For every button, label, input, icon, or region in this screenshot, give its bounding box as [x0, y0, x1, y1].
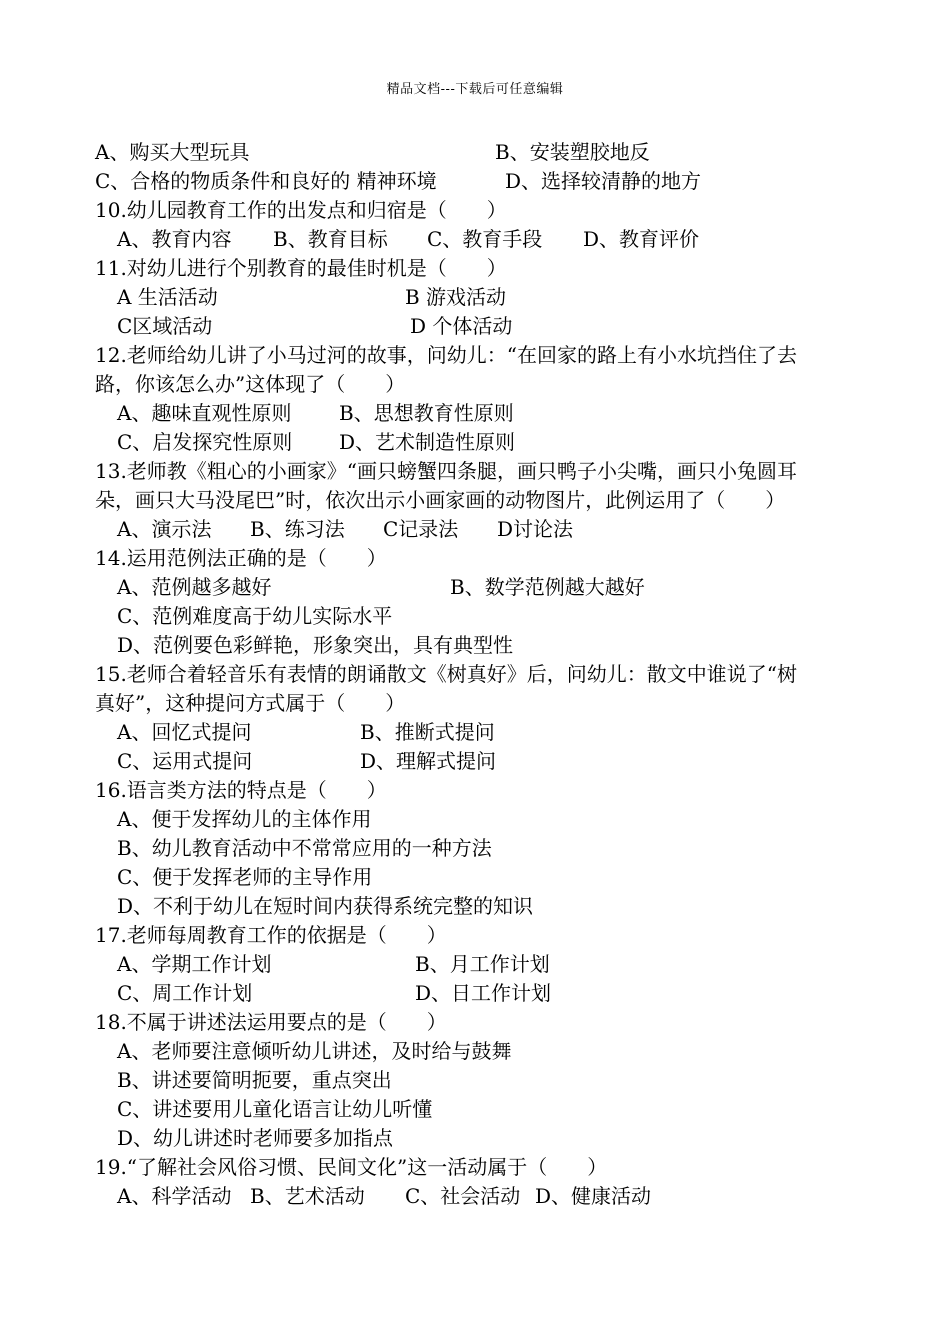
option-text: B 游戏活动 [405, 285, 507, 309]
option-line [95, 515, 895, 544]
question-text: 19.“了解社会风俗习惯、民间文化”这一活动属于（ ） [95, 1155, 608, 1179]
option-text: B、推断式提问 [360, 720, 495, 744]
option-text: D、理解式提问 [360, 749, 497, 773]
option-line [95, 399, 895, 428]
option-text: B、安装塑胶地反 [495, 140, 650, 164]
option-text: C、教育手段 [427, 227, 543, 251]
option-text: C记录法 [383, 517, 459, 541]
option-text: A、演示法 [117, 517, 212, 541]
question-text: 14.运用范例法正确的是（ ） [95, 546, 387, 570]
document-body [95, 138, 895, 1211]
question-text: 16.语言类方法的特点是（ ） [95, 778, 387, 802]
option-line [95, 283, 895, 312]
question-line [95, 457, 895, 486]
option-text: D、选择较清静的地方 [505, 169, 702, 193]
option-text: C、社会活动 [405, 1184, 521, 1208]
option-text: B、艺术活动 [250, 1184, 365, 1208]
option-text: B、练习法 [250, 517, 345, 541]
option-line [95, 138, 895, 167]
question-line [95, 196, 895, 225]
question-text: 朵，画只大马没尾巴”时，依次出示小画家画的动物图片，此例运用了（ ） [95, 488, 786, 512]
option-line [95, 1182, 895, 1211]
option-text: C、讲述要用儿童化语言让幼儿听懂 [117, 1097, 433, 1121]
option-text: D、范例要色彩鲜艳，形象突出，具有典型性 [117, 633, 514, 657]
option-line [95, 979, 895, 1008]
option-text: A、科学活动 [117, 1184, 232, 1208]
question-line [95, 341, 895, 370]
question-text: 真好”，这种提问方式属于（ ） [95, 691, 406, 715]
question-text: 17.老师每周教育工作的依据是（ ） [95, 923, 447, 947]
question-line [95, 921, 895, 950]
option-text: B、月工作计划 [415, 952, 550, 976]
option-line [95, 834, 895, 863]
question-text: 11.对幼儿进行个别教育的最佳时机是（ ） [95, 256, 507, 280]
question-line [95, 486, 895, 515]
option-line [95, 602, 895, 631]
question-line [95, 544, 895, 573]
option-line [95, 167, 895, 196]
option-line [95, 1066, 895, 1095]
option-text: D、不利于幼儿在短时间内获得系统完整的知识 [117, 894, 534, 918]
option-line [95, 631, 895, 660]
option-line [95, 573, 895, 602]
question-line [95, 776, 895, 805]
option-text: D、健康活动 [535, 1184, 652, 1208]
question-text: 12.老师给幼儿讲了小马过河的故事，问幼儿：“在回家的路上有小水坑挡住了去 [95, 343, 798, 367]
option-text: C、范例难度高于幼儿实际水平 [117, 604, 393, 628]
option-line [95, 225, 895, 254]
option-text: A、购买大型玩具 [95, 140, 250, 164]
option-text: C、启发探究性原则 [117, 430, 293, 454]
question-text: 18.不属于讲述法运用要点的是（ ） [95, 1010, 447, 1034]
option-text: D、艺术制造性原则 [339, 430, 516, 454]
option-line [95, 805, 895, 834]
option-line [95, 1095, 895, 1124]
option-line [95, 1124, 895, 1153]
option-text: D、教育评价 [583, 227, 700, 251]
option-line [95, 312, 895, 341]
option-text: B、思想教育性原则 [339, 401, 514, 425]
option-text: D 个体活动 [410, 314, 513, 338]
option-line [95, 747, 895, 776]
option-line [95, 892, 895, 921]
option-text: C区域活动 [117, 314, 213, 338]
option-text: A、教育内容 [117, 227, 232, 251]
option-text: A、范例越多越好 [117, 575, 272, 599]
option-text: C、合格的物质条件和良好的 精神环境 [95, 169, 437, 193]
page-header: 精品文档---下载后可任意编辑 [386, 82, 564, 97]
question-line [95, 660, 895, 689]
option-text: B、教育目标 [273, 227, 388, 251]
option-text: C、便于发挥老师的主导作用 [117, 865, 373, 889]
option-text: A、回忆式提问 [117, 720, 252, 744]
option-line [95, 1037, 895, 1066]
option-text: A、学期工作计划 [117, 952, 272, 976]
question-text: 路，你该怎么办”这体现了（ ） [95, 372, 406, 396]
option-text: A、便于发挥幼儿的主体作用 [117, 807, 372, 831]
question-line [95, 689, 895, 718]
question-line [95, 254, 895, 283]
option-text: D、幼儿讲述时老师要多加指点 [117, 1126, 394, 1150]
option-text: A 生活活动 [117, 285, 218, 309]
option-text: B、讲述要简明扼要，重点突出 [117, 1068, 392, 1092]
option-text: A、趣味直观性原则 [117, 401, 292, 425]
option-text: A、老师要注意倾听幼儿讲述，及时给与鼓舞 [117, 1039, 512, 1063]
question-text: 13.老师教《粗心的小画家》“画只螃蟹四条腿，画只鸭子小尖嘴，画只小兔圆耳 [95, 459, 798, 483]
option-text: D讨论法 [497, 517, 574, 541]
option-text: B、数学范例越大越好 [450, 575, 645, 599]
option-text: D、日工作计划 [415, 981, 552, 1005]
option-line [95, 950, 895, 979]
option-line [95, 863, 895, 892]
question-text: 15.老师合着轻音乐有表情的朗诵散文《树真好》后，问幼儿：散文中谁说了“树 [95, 662, 798, 686]
option-line [95, 718, 895, 747]
option-text: C、运用式提问 [117, 749, 253, 773]
option-line [95, 428, 895, 457]
question-text: 10.幼儿园教育工作的出发点和归宿是（ ） [95, 198, 507, 222]
question-line [95, 1008, 895, 1037]
question-line [95, 1153, 895, 1182]
option-text: C、周工作计划 [117, 981, 253, 1005]
question-line [95, 370, 895, 399]
option-text: B、幼儿教育活动中不常常应用的一种方法 [117, 836, 492, 860]
